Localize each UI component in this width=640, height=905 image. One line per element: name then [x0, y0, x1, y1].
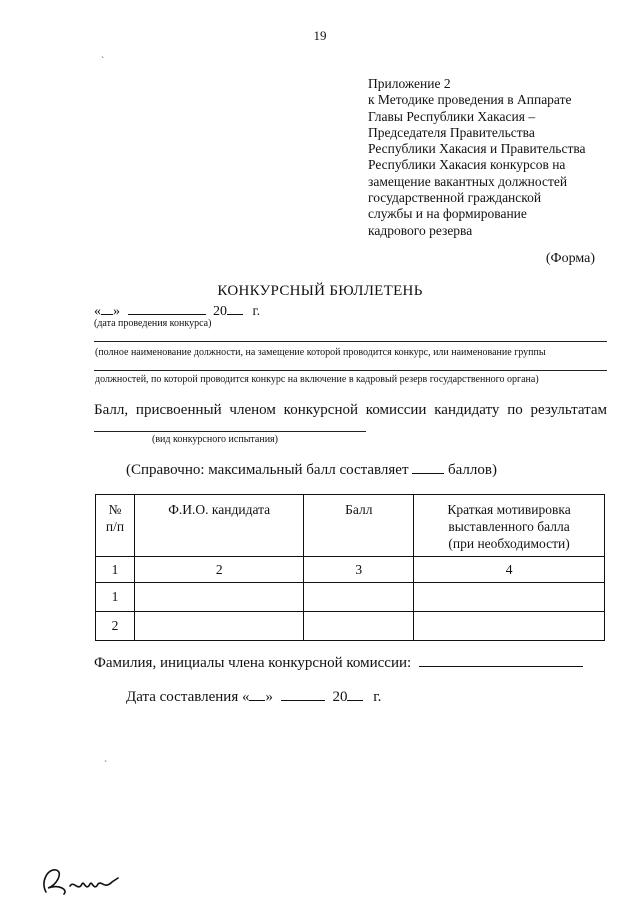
appendix-line: государственной гражданской: [368, 190, 542, 206]
table-cell: 2: [134, 557, 304, 583]
compile-year-blank[interactable]: [347, 688, 363, 701]
position-caption-1: (полное наименование должности, на замещение которой проводится конкурс, или наименование группы: [95, 347, 546, 358]
appendix-line: Главы Республики Хакасия –: [368, 108, 536, 124]
page-number: 19: [313, 28, 327, 43]
test-type-line[interactable]: [94, 431, 366, 432]
reference-note: [126, 461, 497, 479]
header-number: № п/п: [96, 495, 135, 557]
scan-mark: ˋ: [101, 56, 105, 67]
appendix-line: Председателя Правительства: [368, 124, 535, 140]
table-cell: 1: [96, 557, 135, 583]
header-name: Ф.И.О. кандидата: [134, 495, 304, 557]
table-number-row: [96, 557, 605, 583]
date-caption: (дата проведения конкурса): [94, 318, 212, 329]
day-blank[interactable]: [101, 302, 113, 315]
header-motivation: Краткая мотивировка выставленного балла (при необходимости): [414, 495, 605, 557]
candidates-table: [95, 494, 605, 641]
table-header-row: [96, 495, 605, 557]
candidate-name-cell[interactable]: [134, 583, 304, 612]
date-close-quote: »: [113, 304, 120, 319]
appendix-header: [368, 76, 618, 239]
document-title: КОНКУРСНЫЙ БЮЛЛЕТЕНЬ: [217, 283, 423, 299]
table-cell: 2: [96, 612, 135, 641]
motivation-cell[interactable]: [414, 583, 605, 612]
appendix-line: кадрового резерва: [368, 222, 473, 238]
score-cell[interactable]: [304, 583, 414, 612]
scan-mark: ˋ: [104, 760, 108, 771]
table-row: [96, 612, 605, 641]
compile-year-prefix: 20: [332, 689, 348, 705]
table-cell: 3: [304, 557, 414, 583]
compile-year-suffix: г.: [373, 689, 382, 705]
table-cell: 4: [414, 557, 605, 583]
appendix-line: замещение вакантных должностей: [368, 173, 568, 189]
max-score-blank[interactable]: [412, 461, 444, 474]
test-type-caption: (вид конкурсного испытания): [152, 434, 278, 445]
date-open-quote: «: [94, 304, 101, 319]
appendix-line: Республики Хакасия и Правительства: [368, 141, 586, 157]
appendix-line: службы и на формирование: [368, 206, 527, 222]
table-cell: 1: [96, 583, 135, 612]
compile-month-blank[interactable]: [281, 688, 325, 701]
candidate-name-cell[interactable]: [134, 612, 304, 641]
score-cell[interactable]: [304, 612, 414, 641]
motivation-cell[interactable]: [414, 612, 605, 641]
signature: [34, 862, 124, 900]
table-row: [96, 583, 605, 612]
appendix-line: к Методике проведения в Аппарате: [368, 92, 572, 108]
member-name-blank[interactable]: [419, 654, 583, 667]
form-label: (Форма): [545, 251, 595, 266]
reference-before: (Справочно: максимальный балл составляет: [126, 462, 409, 478]
member-label: Фамилия, инициалы члена конкурсной комиссии:: [94, 655, 412, 671]
month-blank[interactable]: [128, 302, 206, 315]
position-caption-2: должностей, по которой проводится конкурс на включение в кадровый резерв государственного органа): [95, 374, 539, 385]
compile-date-label: Дата составления «: [126, 689, 250, 705]
year-blank[interactable]: [227, 302, 243, 315]
appendix-line: Приложение 2: [368, 76, 451, 91]
score-text: Балл, присвоенный членом конкурсной комиссии кандидату по результатам: [94, 402, 607, 418]
compile-day-blank[interactable]: [249, 688, 265, 701]
position-line-2[interactable]: [94, 370, 607, 371]
appendix-line: Республики Хакасия конкурсов на: [368, 157, 566, 173]
year-prefix: 20: [213, 304, 227, 319]
member-name-line: [94, 654, 583, 672]
header-score: Балл: [304, 495, 414, 557]
position-line-1[interactable]: [94, 341, 607, 342]
reference-after: баллов): [448, 462, 497, 478]
compile-date-line: [126, 688, 381, 706]
compile-close-quote: »: [265, 689, 273, 705]
year-suffix: г.: [252, 304, 261, 319]
